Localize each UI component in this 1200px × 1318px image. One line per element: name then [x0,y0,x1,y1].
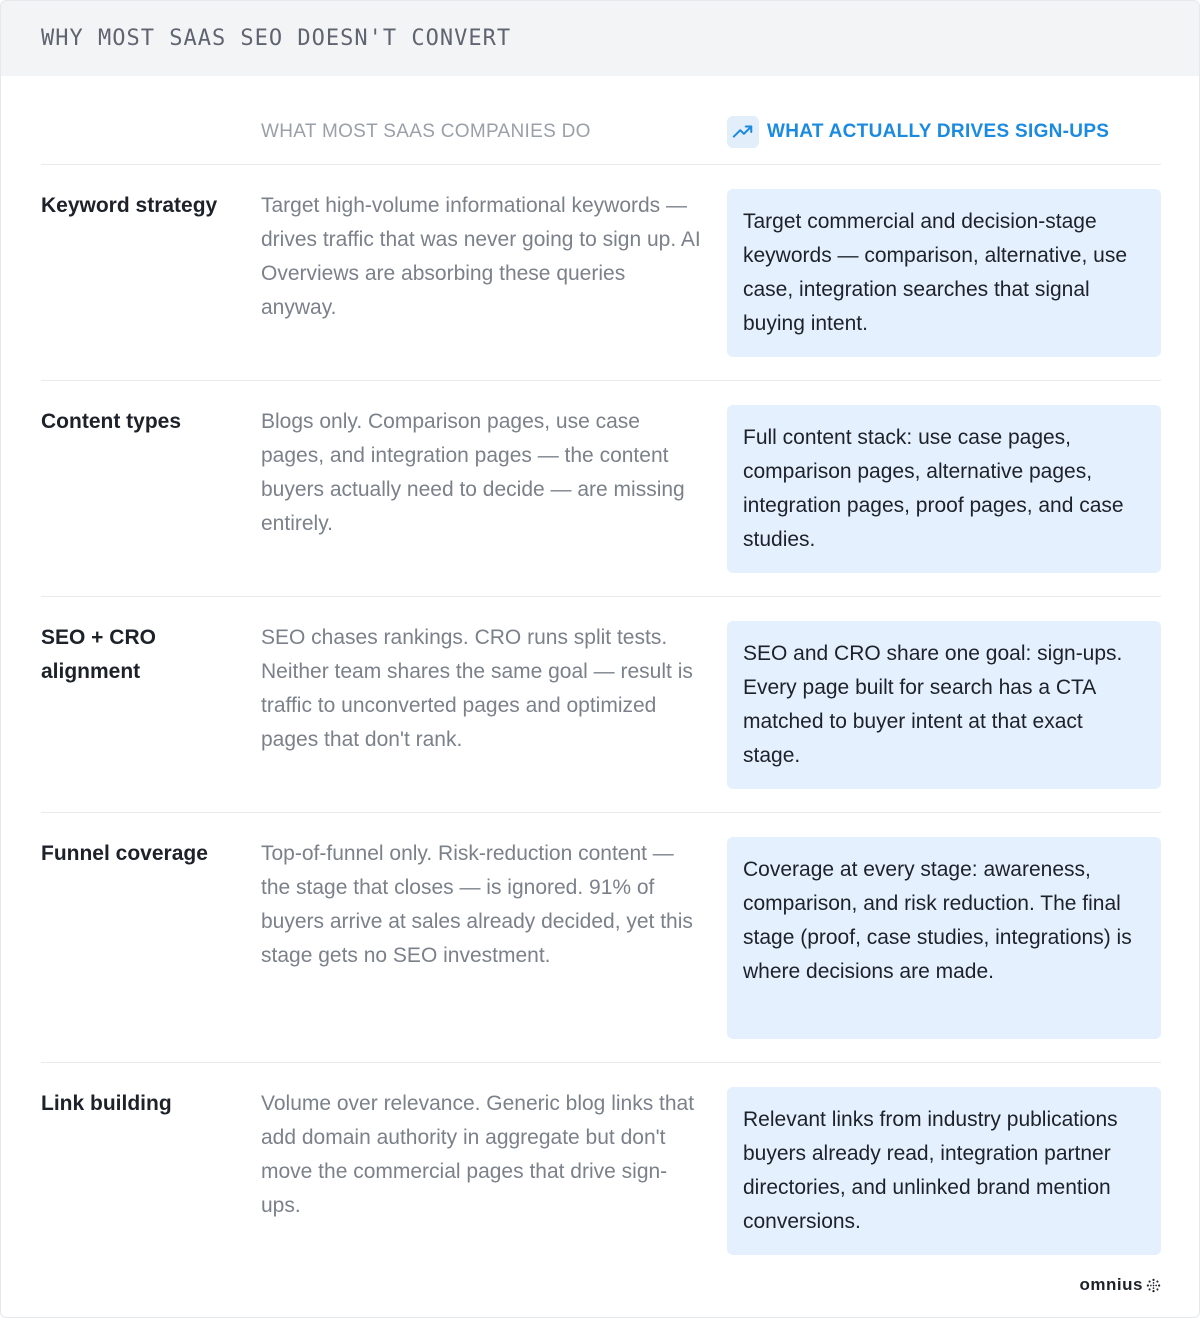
row-label-seo-cro-alignment: SEO + CRO alignment [41,626,156,683]
divider [41,380,1161,381]
row-recommended-link-building: Relevant links from industry publications buyers already read, integration partner directories, and unlinked brand mention conversions. [727,1087,1161,1255]
title-banner [1,1,1199,76]
row-recommended-keyword-strategy: Target commercial and decision-stage keywords — comparison, alternative, use case, integration searches that signal buying intent. [727,189,1161,357]
row-current-practice-content-types: Blogs only. Comparison pages, use case pages, and integration pages — the content buyers actually need to decide — are missing entirely. [261,410,685,535]
row-recommended-funnel-coverage: Coverage at every stage: awareness, comparison, and risk reduction. The final stage (proof, case studies, integrations) is where decisions are made. [727,837,1161,1039]
brand-logo [1080,1275,1161,1295]
row-current-practice-link-building: Volume over relevance. Generic blog links that add domain authority in aggregate but don't move the commercial pages that drive sign-ups. [261,1092,695,1217]
row-current-practice-funnel-coverage: Top-of-funnel only. Risk-reduction content — the stage that closes — is ignored. 91% of buyers arrive at sales already decided, yet this stage gets no SEO investment. [261,842,693,967]
row-label-link-building: Link building [41,1092,172,1115]
brand-name: omnius [1079,1275,1143,1294]
row-label-content-types: Content types [41,410,182,433]
divider [41,812,1161,813]
row-current-practice-seo-cro-alignment: SEO chases rankings. CRO runs split tests. Neither team shares the same goal — result is traffic to unconverted pages and optimized pages that don't rank. [261,626,693,751]
column-headers [1,116,1199,150]
divider [41,164,1161,165]
divider [41,1062,1161,1063]
row-recommended-content-types: Full content stack: use case pages, comparison pages, alternative pages, integration pages, proof pages, and case studies. [727,405,1161,573]
row-recommended-seo-cro-alignment: SEO and CRO share one goal: sign-ups. Every page built for search has a CTA matched to buyer intent at that exact stage. [727,621,1161,789]
row-label-funnel-coverage: Funnel coverage [41,842,208,865]
sparkle-icon [1146,1278,1161,1293]
right-column-header [727,116,1109,148]
divider [41,596,1161,597]
left-column-header: WHAT MOST SAAS COMPANIES DO [261,121,591,142]
row-label-keyword-strategy: Keyword strategy [41,194,218,217]
right-column-label: WHAT ACTUALLY DRIVES SIGN-UPS [767,121,1110,142]
row-current-practice-keyword-strategy: Target high-volume informational keywords — drives traffic that was never going to sign up. AI Overviews are absorbing these queries anyway. [261,194,701,319]
trending-up-icon [727,116,759,148]
page-title: WHY MOST SAAS SEO DOESN'T CONVERT [41,26,512,51]
